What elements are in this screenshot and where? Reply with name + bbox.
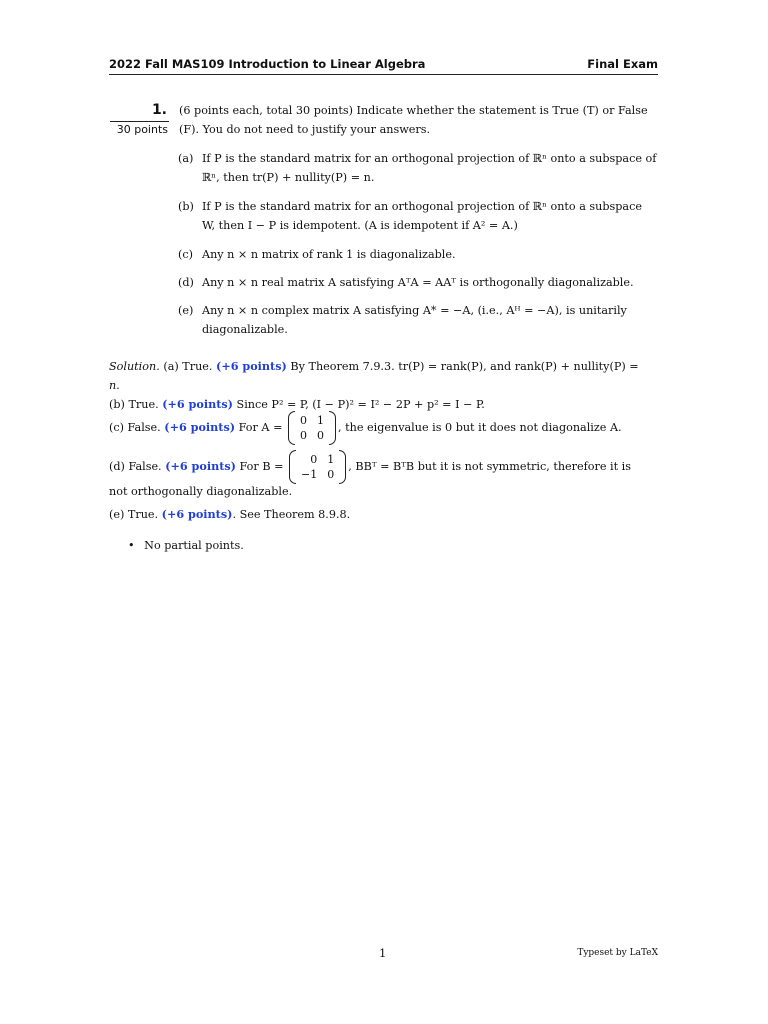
solution-a-verdict: (a) True. — [163, 360, 213, 373]
left-paren — [289, 450, 296, 484]
points-tag: (+6 points) — [216, 359, 287, 373]
statement-text-cont: diagonalizable. — [202, 323, 288, 336]
solution-c-text: , the eigenvalue is 0 but it does not diagonalize A. — [338, 421, 622, 434]
solution-a-text: By Theorem 7.9.3. tr(P) = rank(P), and rank(P) + nullity(P) = — [290, 360, 639, 373]
solution-a — [109, 357, 658, 395]
statement-label: (c) — [178, 248, 193, 261]
solution-d-verdict: (d) False. — [109, 460, 162, 473]
points-tag: (+6 points) — [164, 420, 236, 434]
matrix-cell: 1 — [317, 414, 325, 427]
solution-b — [109, 395, 658, 414]
solution-e-verdict: (e) True. — [109, 508, 159, 521]
statement-label: (e) — [178, 304, 194, 317]
bullet-icon: • — [128, 539, 135, 552]
grading-note — [128, 536, 244, 555]
header-rule — [109, 74, 658, 75]
statement-text: Any n × n real matrix A satisfying AᵀA = AAᵀ is orthogonally diagonalizable. — [202, 276, 634, 289]
question-intro — [179, 101, 659, 139]
question-number-rule — [110, 121, 169, 122]
statement-text-cont: W, then I − P is idempotent. (A is idempotent if A² = A.) — [202, 219, 518, 232]
left-paren — [288, 411, 295, 445]
matrix-cell: 1 — [327, 453, 335, 466]
solution-d — [109, 452, 658, 501]
solution-label: Solution. — [109, 360, 160, 373]
statement-text: Any n × n complex matrix A satisfying A* = −A, (i.e., Aᴴ = −A), is unitarily — [202, 304, 627, 317]
statement-label: (b) — [178, 200, 194, 213]
solution-b-text: Since P² = P, (I − P)² = I² − 2P + p² = I − P. — [236, 398, 485, 411]
solution-c-lead: For A = — [238, 421, 283, 434]
statement-text-cont: ℝⁿ, then tr(P) + nullity(P) = n. — [202, 171, 375, 184]
question-intro-line1: (6 points each, total 30 points) Indicate whether the statement is True (T) or False — [179, 104, 648, 117]
solution-d-lead: For B = — [239, 460, 284, 473]
solution-c — [109, 413, 658, 443]
statement-label: (d) — [178, 276, 194, 289]
solution-e — [109, 505, 658, 524]
solution-d-text: , BBᵀ = BᵀB but it is not symmetric, therefore it is — [348, 460, 631, 473]
matrix-cell: 0 — [310, 453, 318, 466]
statement-text: Any n × n matrix of rank 1 is diagonalizable. — [202, 248, 456, 261]
matrix-cell: 0 — [300, 414, 308, 427]
matrix-cell: 0 — [327, 468, 335, 481]
statement-text: If P is the standard matrix for an orthogonal projection of ℝⁿ onto a subspace of — [202, 152, 657, 165]
statement-text: If P is the standard matrix for an orthogonal projection of ℝⁿ onto a subspace — [202, 200, 642, 213]
right-paren — [329, 411, 336, 445]
grading-note-text: No partial points. — [144, 539, 244, 552]
matrix-cell: 0 — [300, 429, 308, 442]
points-tag: (+6 points) — [162, 397, 233, 411]
solution-c-verdict: (c) False. — [109, 421, 161, 434]
question-points: 30 points — [116, 123, 168, 136]
solution-e-text: . See Theorem 8.9.8. — [232, 508, 351, 521]
points-tag: (+6 points) — [165, 459, 236, 473]
matrix-a — [288, 413, 336, 443]
page-header — [109, 57, 658, 73]
matrix-cell: 0 — [317, 429, 325, 442]
question-intro-line2: (F). You do not need to justify your answers. — [179, 123, 431, 136]
right-paren — [339, 450, 346, 484]
matrix-b — [289, 452, 346, 482]
points-tag: (+6 points) — [161, 507, 233, 521]
question-number: 1. — [151, 102, 167, 118]
page-number: 1 — [379, 946, 387, 960]
statement-label: (a) — [178, 152, 194, 165]
matrix-cell: −1 — [301, 468, 318, 481]
solution-d-cont: not orthogonally diagonalizable. — [109, 485, 293, 498]
solution-a-cont: n. — [109, 379, 120, 392]
exam-title: Final Exam — [587, 57, 658, 71]
solution-b-verdict: (b) True. — [109, 398, 159, 411]
typeset-note: Typeset by LaTeX — [577, 948, 658, 958]
course-title: 2022 Fall MAS109 Introduction to Linear Algebra — [109, 57, 426, 71]
